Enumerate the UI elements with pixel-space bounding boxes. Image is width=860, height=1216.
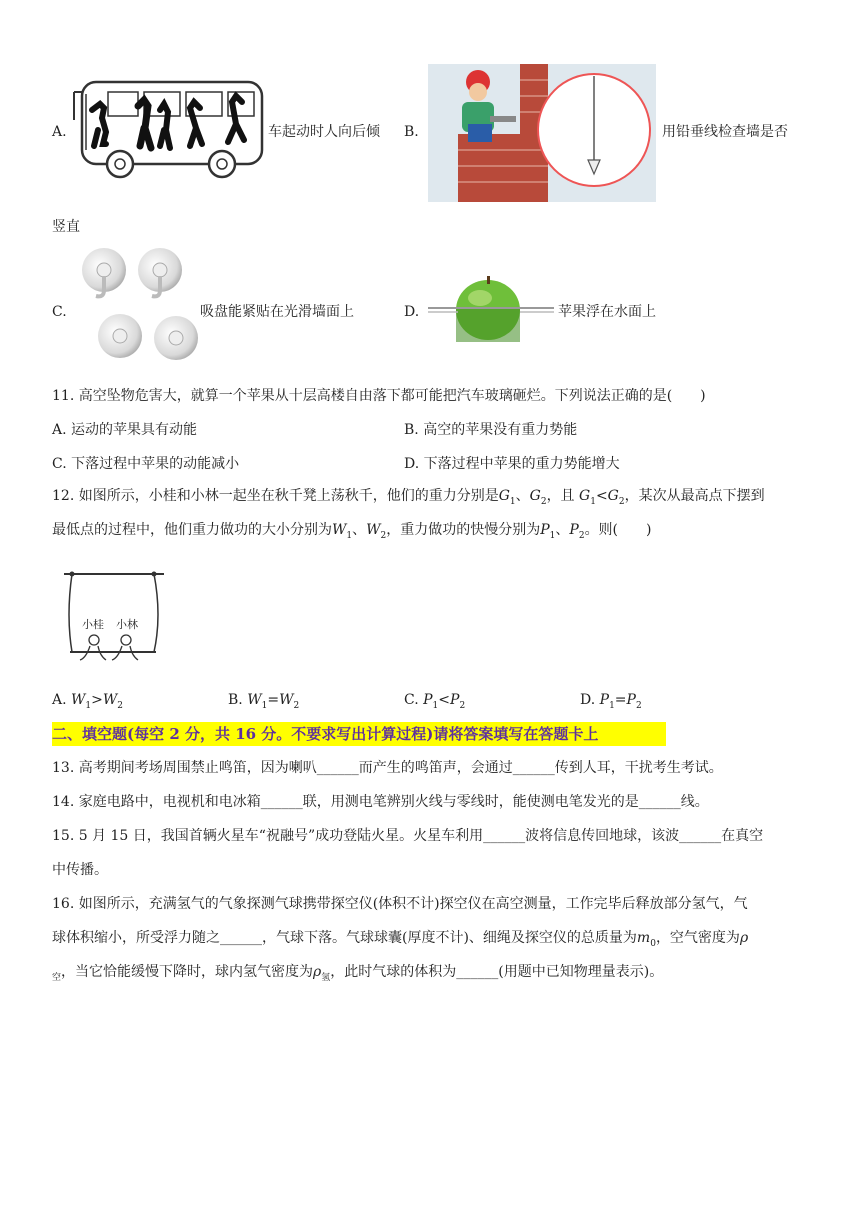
floating-apple-figure (428, 274, 554, 346)
option-b-text: 用铅垂线检查墙是否 (662, 124, 788, 140)
q12-option-a: A. $W_1>W_2$ (52, 692, 123, 711)
option-b-text-cont: 竖直 (52, 219, 80, 235)
option-a-letter: A. (52, 124, 67, 140)
q11-option-d: D. 下落过程中苹果的重力势能增大 (404, 456, 620, 472)
option-b-letter: B. (404, 124, 419, 140)
q16-line2: 球体积缩小，所受浮力随之______，气球下落。气球球囊(厚度不计)、细绳及探空仪的总质量为$m_0$，空气密度为ρ (52, 930, 749, 949)
q12-option-d: D. $P_1=P_2$ (580, 692, 642, 711)
option-c-letter: C. (52, 304, 67, 320)
q16-line1: 16. 如图所示，充满氢气的气象探测气球携带探空仪(体积不计)探空仪在高空测量，工作完毕后释放部分氢气，气 (52, 896, 748, 912)
swing-label-xiaolin: 小林 (116, 618, 138, 631)
plumb-line-wall-figure (428, 64, 656, 202)
q11-stem: 11. 高空坠物危害大，就算一个苹果从十层高楼自由落下都可能把汽车玻璃砸烂。下列说法正确的是( ) (52, 388, 706, 404)
q12-option-c: C. $P_1<P_2$ (404, 692, 466, 711)
q13: 13. 高考期间考场周围禁止鸣笛，因为喇叭______而产生的鸣笛声，会通过______传到人耳，干扰考生考试。 (52, 760, 723, 776)
q11-option-b: B. 高空的苹果没有重力势能 (404, 422, 578, 438)
q15-line1: 15. 5 月 15 日，我国首辆火星车“祝融号”成功登陆火星。火星车利用______波将信息传回地球，该波______在真空 (52, 828, 764, 844)
swing-label-xiaogui: 小桂 (82, 618, 104, 631)
q15-line2: 中传播。 (52, 862, 108, 878)
q12-stem-line2: 最低点的过程中，他们重力做功的大小分别为$W_1$、$W_2$，重力做功的快慢分别为$P_1$、$P_2$。则( ) (52, 522, 652, 541)
q11-option-c: C. 下落过程中苹果的动能减小 (52, 456, 240, 472)
section-heading: 二、填空题(每空 2 分，共 16 分。不要求写出计算过程)请将答案填写在答题卡上 (52, 722, 666, 746)
option-d-text: 苹果浮在水面上 (558, 304, 656, 320)
option-a-text: 车起动时人向后倾 (268, 124, 380, 140)
suction-cups-figure (76, 246, 198, 368)
bus-passengers-figure (72, 80, 268, 180)
q12-option-b: B. $W_1=W_2$ (228, 692, 300, 711)
q16-line3: $_空$，当它恰能缓慢下降时，球内氢气密度为$\rho_氢$，此时气球的体积为______(用题中已知物理量表示)。 (52, 964, 664, 983)
q12-stem-line1: 12. 如图所示，小桂和小林一起坐在秋千凳上荡秋千，他们的重力分别是$G_1$、$G_2$，且 $G_1<G_2$，某次从最高点下摆到 (52, 488, 765, 507)
q11-option-a: A. 运动的苹果具有动能 (52, 422, 198, 438)
option-c-text: 吸盘能紧贴在光滑墙面上 (200, 304, 354, 320)
q14: 14. 家庭电路中，电视机和电冰箱______联，用测电笔辨别火线与零线时，能使测电笔发光的是______线。 (52, 794, 709, 810)
swing-figure (60, 566, 168, 674)
option-d-letter: D. (404, 304, 420, 320)
